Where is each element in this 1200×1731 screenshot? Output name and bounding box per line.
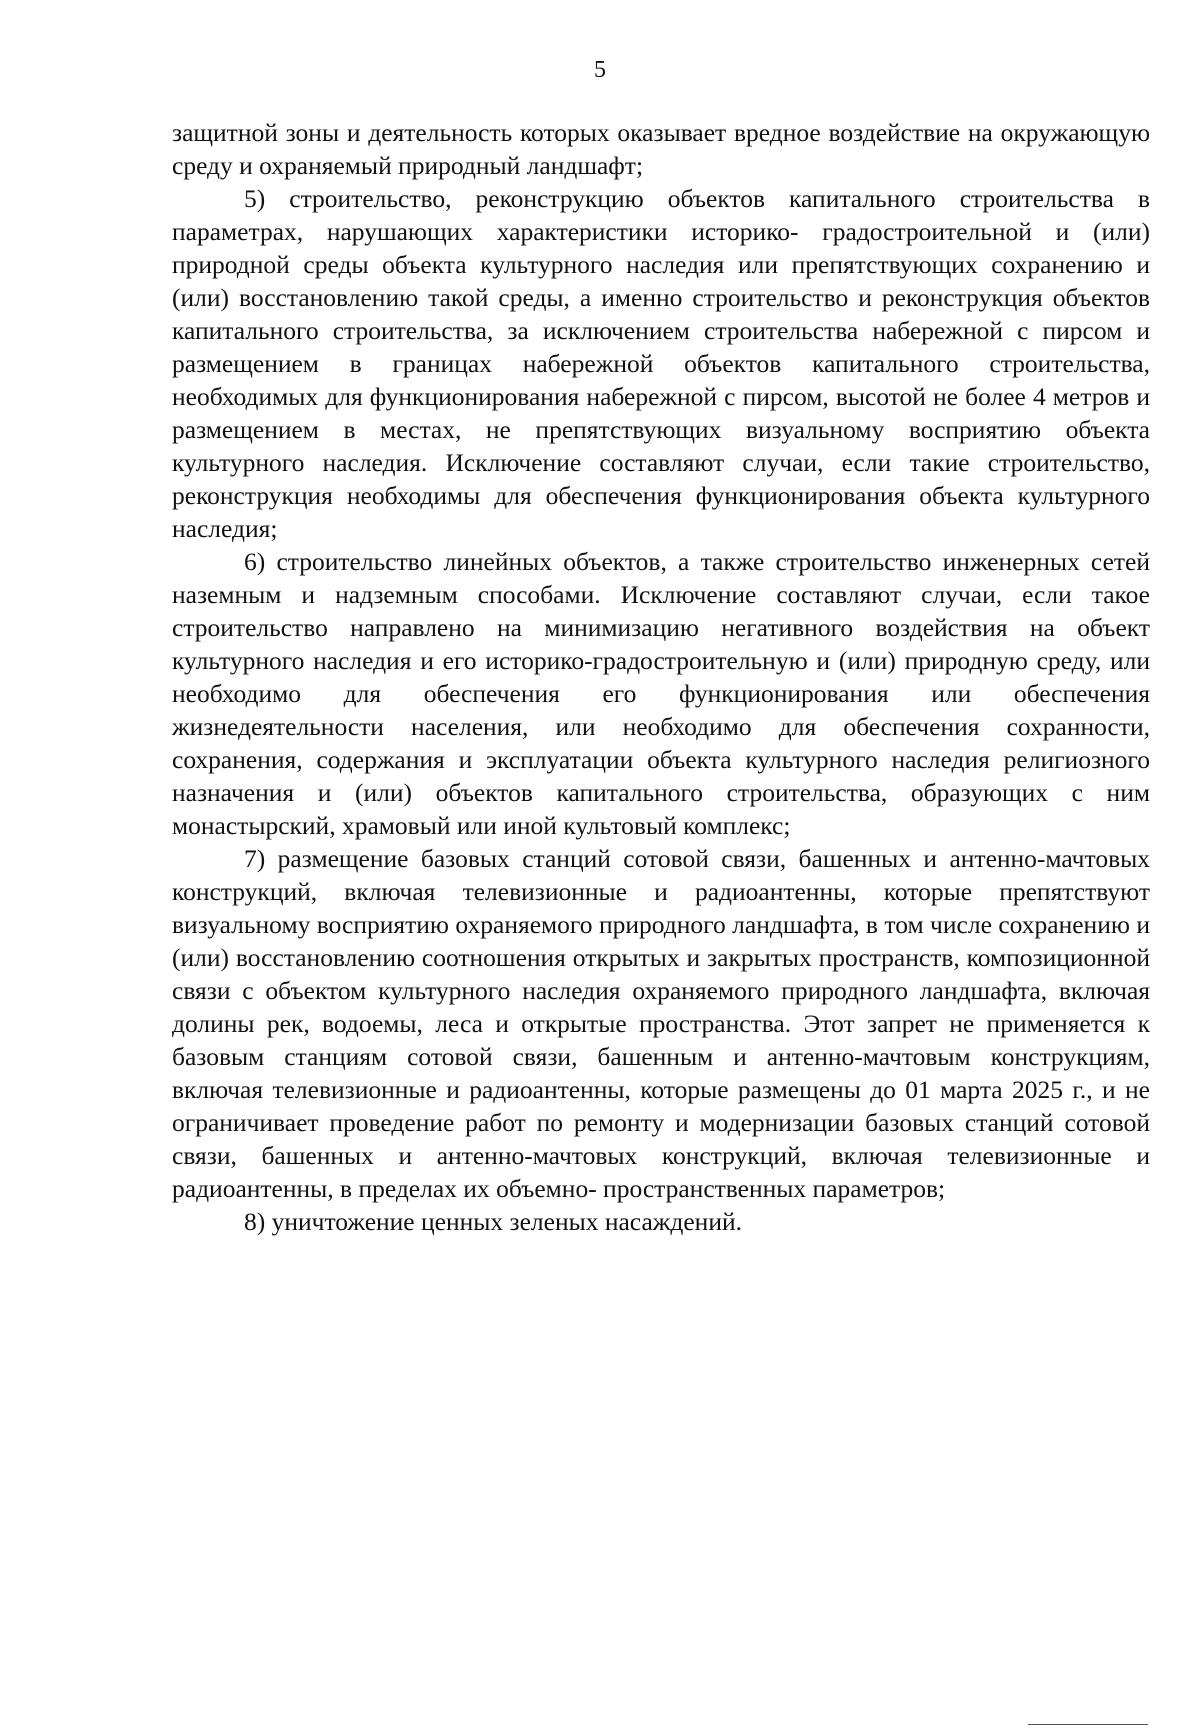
paragraph-item-6: 6) строительство линейных объектов, а также строительство инженерных сетей наземным и надземным способами. Исключение составляют случаи, если такое строительство направлено на минимизацию негативного воздействия на объект культурного наследия и его историко-градостроительную и (или) природную среду, или необходимо для обеспечения его функционирования или обеспечения жизнедеятельности населения, или необходимо для обеспечения сохранности, сохранения, содержания и эксплуатации объекта культурного наследия религиозного назначения и (или) объектов капитального строительства, образующих с ним монастырский, храмовый или иной культовый комплекс; (172, 547, 1150, 840)
document-body (172, 116, 1150, 1238)
footer-rule (1028, 1724, 1148, 1725)
paragraph-item-7: 7) размещение базовых станций сотовой связи, башенных и антенно-мачтовых конструкций, включая телевизионные и радиоантенны, которые препятствуют визуальному восприятию охраняемого природного ландшафта, в том числе сохранению и (или) восстановлению соотношения открытых и закрытых пространств, композиционной связи с объектом культурного наследия охраняемого природного ландшафта, включая долины рек, водоемы, леса и открытые пространства. Этот запрет не применяется к базовым станциям сотовой связи, башенным и антенно-мачтовым конструкциям, включая телевизионные и радиоантенны, которые размещены до 01 марта 2025 г., и не ограничивает проведение работ по ремонту и модернизации базовых станций сотовой связи, башенных и антенно-мачтовых конструкций, включая телевизионные и радиоантенны, в пределах их объемно- пространственных параметров; (172, 844, 1150, 1203)
page-number: 5 (594, 57, 606, 83)
paragraph-item-5: 5) строительство, реконструкцию объектов капитального строительства в параметрах, нарушающих характеристики историко- градостроительной и (или) природной среды объекта культурного наследия или препятствующих сохранению и (или) восстановлению такой среды, а именно строительство и реконструкция объектов капитального строительства, за исключением строительства набережной с пирсом и размещением в границах набережной объектов капитального строительства, необходимых для функционирования набережной с пирсом, высотой не более 4 метров и размещением в местах, не препятствующих визуальному восприятию объекта культурного наследия. Исключение составляют случаи, если такие строительство, реконструкция необходимы для обеспечения функционирования объекта культурного наследия; (172, 184, 1150, 543)
paragraph-item-8: 8) уничтожение ценных зеленых насаждений. (244, 1207, 742, 1236)
paragraph-continuation: защитной зоны и деятельность которых оказывает вредное воздействие на окружающую среду и охраняемый природный ландшафт; (172, 118, 1150, 180)
